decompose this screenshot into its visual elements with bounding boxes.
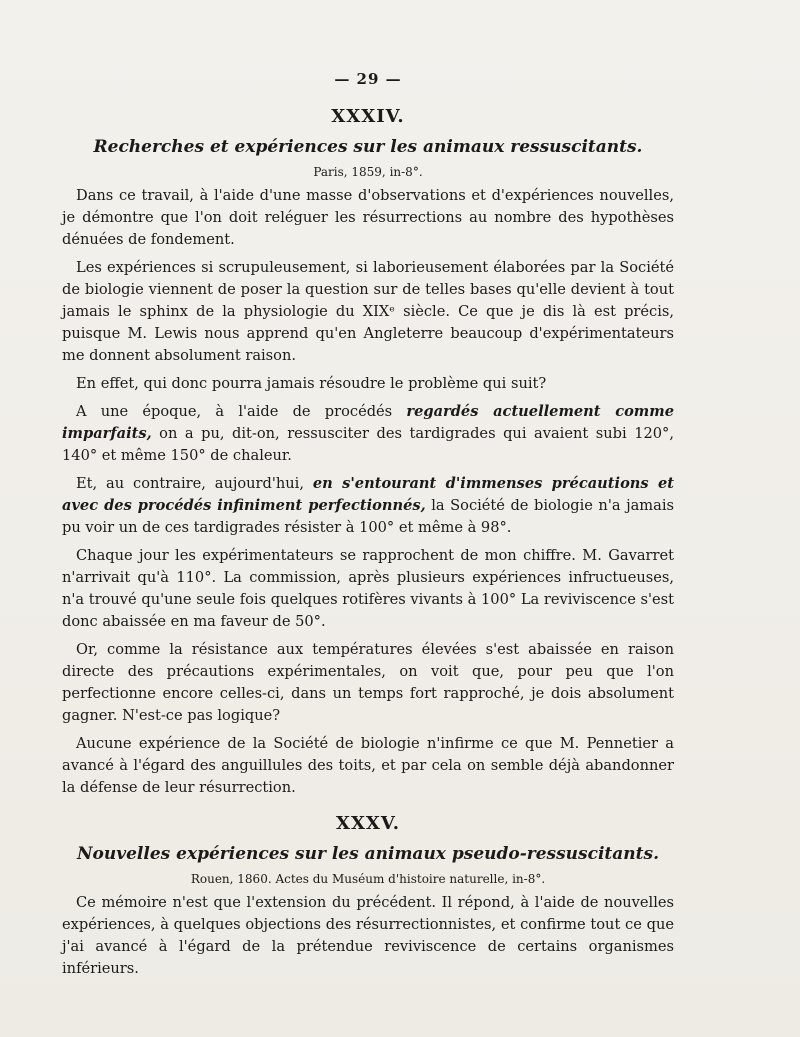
section-xxxv	[62, 813, 674, 980]
emphasis: regardés actuellement comme imparfaits,	[62, 403, 674, 442]
paragraph: Dans ce travail, à l'aide d'une masse d'observations et d'expériences nouvelles, je démontre que l'on doit reléguer les résurrections au nombre des hypothèses dénuées de fondement.	[62, 187, 674, 248]
section-title: Nouvelles expériences sur les animaux pseudo-ressuscitants.	[76, 844, 659, 864]
section-source: Paris, 1859, in-8°.	[313, 165, 423, 179]
section-title: Recherches et expériences sur les animaux ressuscitants.	[93, 137, 643, 157]
paragraph: Ce mémoire n'est que l'extension du précédent. Il répond, à l'aide de nouvelles expériences, à quelques objections des résurrectionnistes, et confirme tout ce que j'ai avancé à l'égard de la prétendue reviviscence de certains organismes inférieurs.	[62, 894, 674, 977]
section-xxxiv	[62, 106, 674, 799]
paragraph: Les expériences si scrupuleusement, si laborieusement élaborées par la Société de biologie viennent de poser la question sur de telles bases qu'elle devient à tout jamais le sphinx de la physiologie du XIXᵉ siècle. Ce que je dis là est précis, puisque M. Lewis nous apprend qu'en Angleterre beaucoup d'expérimentateurs me donnent absolument raison.	[62, 259, 674, 364]
paragraph: En effet, qui donc pourra jamais résoudre le problème qui suit?	[76, 375, 547, 392]
section-number: XXXIV.	[331, 106, 405, 127]
paragraph: Or, comme la résistance aux températures élevées s'est abaissée en raison directe des précautions expérimentales, on voit que, pour peu que l'on perfectionne encore celles-ci, dans un temps fort rapproché, je dois absolument gagner. N'est-ce pas logique?	[62, 641, 674, 724]
emphasis: en s'entourant d'immenses précautions et avec des procédés infiniment perfectionnés,	[62, 475, 674, 514]
paragraph: Chaque jour les expérimentateurs se rapprochent de mon chiffre. M. Gavarret n'arrivait qu'à 110°. La commission, après plusieurs expériences infructueuses, n'a trouvé qu'une seule fois quelques rotifères vivants à 100° La reviviscence s'est donc abaissée en ma faveur de 50°.	[62, 547, 674, 630]
section-source: Rouen, 1860. Actes du Muséum d'histoire naturelle, in-8°.	[190, 872, 546, 886]
paragraph: Et, au contraire, aujourd'hui, en s'entourant d'immenses précautions et avec des procédés infiniment perfectionnés, la Société de biologie n'a jamais pu voir un de ces tardigrades résister à 100° et même à 98°.	[62, 475, 674, 536]
page-number: — 29 —	[334, 70, 402, 88]
paragraph: Aucune expérience de la Société de biologie n'infirme ce que M. Pennetier a avancé à l'égard des anguillules des toits, et par cela on semble déjà abandonner la défense de leur résurrection.	[62, 735, 674, 796]
section-number: XXXV.	[336, 813, 400, 834]
paragraph: A une époque, à l'aide de procédés regardés actuellement comme imparfaits, on a pu, dit-on, ressusciter des tardigrades qui avaient subi 120°, 140° et même 150° de chaleur.	[62, 403, 674, 464]
text-column	[62, 70, 674, 986]
